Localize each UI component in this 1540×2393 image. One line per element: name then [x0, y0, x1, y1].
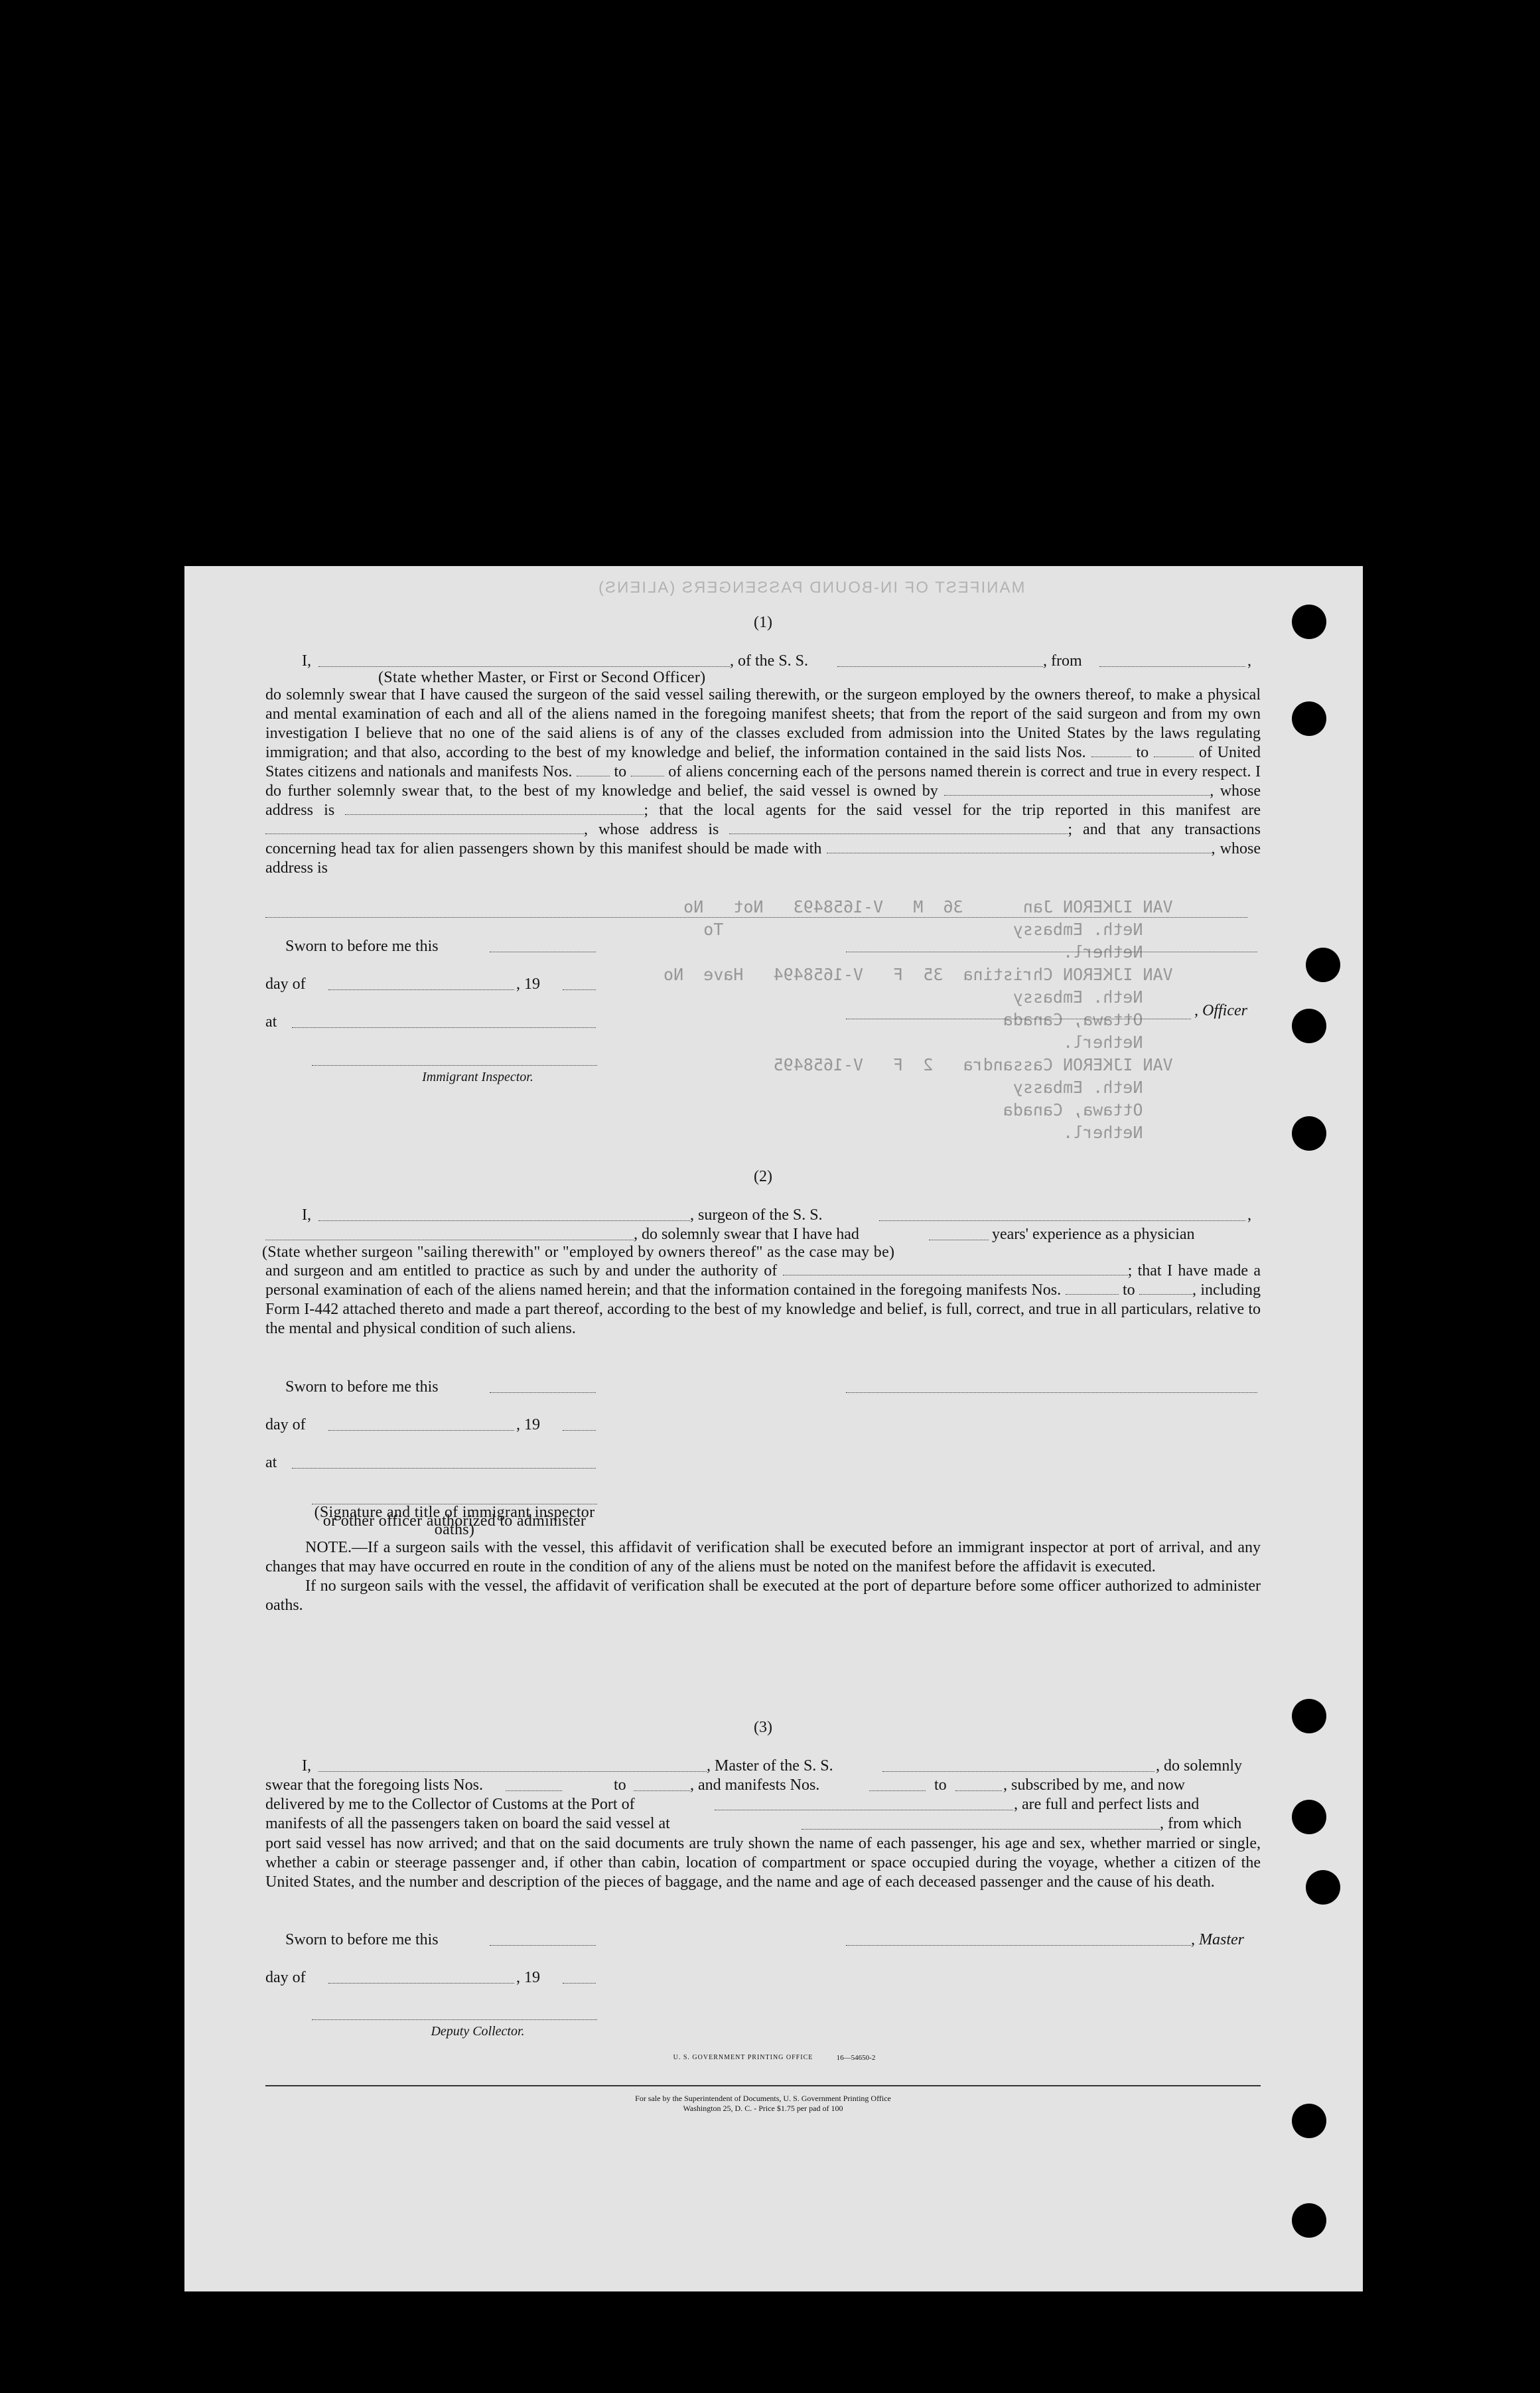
s1-headtax-party-field[interactable]: [827, 839, 1212, 853]
s3-embark-port-field[interactable]: [802, 1829, 1160, 1830]
s3-manifests-from-field[interactable]: [869, 1790, 926, 1791]
sale-notice-line-2: Washington 25, D. C. - Price $1.75 per pad of 100: [683, 2104, 843, 2113]
s1-from-label: , from: [1043, 652, 1082, 670]
s2-surgeon-name-field[interactable]: [318, 1220, 690, 1221]
s2-sworn-day-field[interactable]: [490, 1392, 596, 1393]
bleed-through-row: Netherl.: [1063, 1033, 1173, 1052]
s1-lists-from-field[interactable]: [1091, 743, 1131, 757]
s3-deputy-label: Deputy Collector.: [431, 2024, 525, 2039]
s3-swear-lists-label: swear that the foregoing lists Nos.: [265, 1777, 483, 1794]
punch-hole: [1292, 701, 1326, 736]
punch-hole: [1292, 1116, 1326, 1151]
s1-whose3-label: , whose address is: [265, 840, 1261, 877]
s3-body-paragraph: [265, 1834, 1261, 1892]
s1-of-ss-label: , of the S. S.: [730, 652, 809, 670]
s2-note-paragraph: [265, 1538, 1261, 1577]
s3-to-label: to: [614, 1777, 626, 1794]
s3-i-label: I,: [302, 1757, 311, 1775]
s1-headtax-address-field[interactable]: [265, 917, 1247, 918]
s1-agents-label: that the local agents for the said vessel for the trip reported in this manifest are: [659, 802, 1261, 819]
bleed-through-rows: [664, 896, 1173, 1144]
punch-hole: [1306, 1870, 1340, 1905]
section-1-heading: (1): [754, 614, 772, 631]
s2-authority-label: and surgeon and am entitled to practice as such by and under the authority of: [265, 1262, 778, 1279]
s2-sworn-label: Sworn to before me this: [285, 1378, 439, 1396]
s3-to-label-2: to: [934, 1777, 947, 1794]
s2-year-field[interactable]: [563, 1430, 596, 1431]
s1-manifests-to-field[interactable]: [631, 762, 664, 776]
s3-master-of-label: , Master of the S. S.: [707, 1757, 833, 1775]
s3-solemnly-label: , do solemnly: [1156, 1757, 1242, 1775]
s3-manifests-to-field[interactable]: [955, 1790, 1002, 1791]
s3-sworn-day-field[interactable]: [490, 1945, 596, 1946]
bleed-through-row: VAN IJKERON Jan 36 M V-1658493 Not No: [683, 897, 1173, 916]
s2-oath-paragraph: [265, 1262, 1261, 1339]
s1-lists-to-field[interactable]: [1154, 743, 1194, 757]
s1-i-label: I,: [302, 652, 311, 670]
s3-vessel-name-field[interactable]: [882, 1771, 1155, 1772]
s2-note2-paragraph: [265, 1577, 1261, 1615]
bleed-through-row: Neth. Embassy To: [703, 920, 1173, 939]
s2-note-text: —If a surgeon sails with the vessel, this affidavit of verification shall be executed before an immigrant inspector at port of arrival, and any changes that may have occurred en route in the condition of any of the aliens must be noted on the manifest before the affidavit is executed.: [265, 1539, 1261, 1575]
punch-hole: [1292, 2104, 1326, 2138]
s1-officer-label: , Officer: [1194, 1002, 1247, 1019]
s3-lists-to-field[interactable]: [634, 1790, 690, 1791]
s3-master-label: , Master: [1191, 1931, 1244, 1948]
s1-place-field[interactable]: [292, 1027, 596, 1028]
s2-i-label: I,: [302, 1206, 311, 1224]
s1-year-field[interactable]: [563, 989, 596, 990]
s3-lists-from-field[interactable]: [506, 1790, 562, 1791]
bleed-through-row: Neth. Embassy: [1013, 1078, 1173, 1097]
s2-dayof-label: day of: [265, 1416, 306, 1433]
sale-notice-line-1: For sale by the Superintendent of Documents, U. S. Government Printing Office: [635, 2094, 891, 2103]
s1-to-label-2: to: [614, 763, 627, 780]
s3-subscribed-label: , subscribed by me, and now: [1003, 1777, 1185, 1794]
s2-to-label: to: [1122, 1281, 1135, 1299]
s1-at-label: at: [265, 1013, 277, 1031]
s2-body-text: that I have made a personal examination of each of the aliens named herein; and that the information contained in the foregoing manifests Nos.: [265, 1262, 1261, 1299]
s2-manifests-to-field[interactable]: [1139, 1281, 1192, 1295]
punch-hole: [1306, 948, 1340, 982]
bleed-through-row: Netherl.: [1063, 942, 1173, 962]
s1-headtax-text: ; and that any transactions concerning head tax for alien: [265, 821, 1261, 857]
s1-passengers-label: passengers shown by this manifest should be made with: [458, 840, 822, 857]
s2-body2-text: , including Form I-442 attached thereto and made a part thereof, according to the best of my knowledge and belief, is full, correct, and true in all particulars, relative to the mental and physical condition of such aliens.: [265, 1281, 1261, 1337]
s3-full-label: , are full and perfect lists and: [1014, 1796, 1200, 1813]
s2-semicolon: ;: [1127, 1262, 1133, 1279]
s1-officer-caption: (State whether Master, or First or Second Officer): [378, 669, 706, 686]
bleed-through-row: Ottawa, Canada: [1003, 1010, 1173, 1029]
punch-hole: [1292, 1009, 1326, 1043]
section-3-heading: (3): [754, 1719, 772, 1736]
s3-year-field[interactable]: [563, 1983, 596, 1984]
s1-owner-field[interactable]: [944, 782, 1210, 796]
punch-hole: [1292, 1699, 1326, 1733]
s1-semicolon: ;: [644, 802, 649, 819]
s1-owned-label: the said vessel is owned by: [753, 782, 938, 800]
s3-delivered-label: delivered by me to the Collector of Customs at the Port of: [265, 1796, 635, 1813]
s2-swear-label: , do solemnly swear that I have had: [634, 1226, 859, 1243]
s2-signature-caption: (Signature and title of immigrant inspector or other officer authorized to administer oaths): [314, 1504, 595, 1538]
s2-authority-field[interactable]: [783, 1262, 1128, 1275]
s1-owner-address-field[interactable]: [345, 801, 644, 815]
bleed-through-row: VAN IJKERON Christina 35 F V-1658494 Have No: [664, 965, 1173, 984]
s1-from-port-field[interactable]: [1099, 666, 1245, 667]
s2-vessel-name-field[interactable]: [879, 1220, 1245, 1221]
s1-oath-paragraph: [265, 686, 1261, 878]
s1-to-label: to: [1136, 744, 1149, 761]
s1-month-field[interactable]: [328, 989, 514, 990]
s2-note-label: NOTE.: [305, 1539, 352, 1556]
gpo-imprint: U. S. GOVERNMENT PRINTING OFFICE: [673, 2054, 813, 2061]
bleed-through-row: Netherl.: [1063, 1123, 1173, 1142]
s1-sworn-label: Sworn to before me this: [285, 938, 439, 955]
section-2-heading: (2): [754, 1168, 772, 1185]
s1-whose2-label: whose address is: [598, 821, 719, 838]
s1-citizens-text: of United States citizens and nationals and manifests Nos.: [265, 744, 1261, 780]
s2-years-label: years' experience as a physician: [992, 1226, 1195, 1243]
s1-oath-text: do solemnly swear that I have caused the surgeon of the said vessel sailing therewith, or the surgeon employed by the owners thereof, to make a physical and mental examination of each and all of the aliens named in the foregoing manifest sheets; that from the report of the said surgeon and from my own investigation I believe that no one of the said aliens is of any of the classes excluded from admission into the United States by the laws regulating immigration; and that also, according to the best of my knowledge and belief, the information contained in the said lists Nos.: [265, 686, 1261, 761]
s1-comma-2: ,: [584, 821, 588, 838]
s1-year-label: , 19: [516, 976, 540, 993]
s2-at-label: at: [265, 1454, 277, 1471]
s1-vessel-name-field[interactable]: [837, 666, 1043, 667]
s3-dayof-label: day of: [265, 1969, 306, 1986]
punch-hole: [1292, 1800, 1326, 1834]
s2-surgeon-signature-field[interactable]: [846, 1392, 1257, 1393]
s3-master-signature-field[interactable]: [846, 1945, 1191, 1946]
s1-inspector-signature-field[interactable]: [312, 1065, 597, 1066]
s1-aliens-text: of aliens concerning each of the persons named therein is correct and true in every respect. I do further solemnly swear that, to the best of my knowledge and belief,: [265, 763, 1261, 800]
footer-rule: [265, 2085, 1261, 2086]
s2-manifests-from-field[interactable]: [1066, 1281, 1119, 1295]
s2-comma: ,: [1247, 1206, 1251, 1224]
punch-hole: [1292, 2203, 1326, 2238]
bleed-through-row: Ottawa, Canada: [1003, 1100, 1173, 1120]
s3-year-label: , 19: [516, 1969, 540, 1986]
s1-inspector-label: Immigrant Inspector.: [422, 1070, 533, 1084]
bleed-through-heading: MANIFEST OF IN-BOUND PASSENGERS (ALIENS): [597, 579, 1025, 597]
s3-body-text: port said vessel has now arrived; and that on the said documents are truly shown the name of each passenger, his age and sex, whether married or single, whether a cabin or steerage passenger and, if other than cabin, location of compartment or space occupied during the voyage, whether a citizen of the United States, and the number and description of the pieces of baggage, and the name and age of each deceased passenger and the cause of his death.: [265, 1835, 1261, 1891]
s2-surgeon-of-label: , surgeon of the S. S.: [690, 1206, 823, 1224]
s2-status-caption: (State whether surgeon "sailing therewith" or "employed by owners thereof" as the case may be): [262, 1244, 895, 1261]
s1-officer-name-field[interactable]: [318, 666, 730, 667]
bleed-through-row: Neth. Embassy: [1013, 987, 1173, 1007]
form-number: 16—54650-2: [836, 2054, 876, 2062]
s1-dayof-label: day of: [265, 976, 306, 993]
s3-from-which-label: , from which: [1160, 1815, 1242, 1832]
s1-agents-field[interactable]: [265, 820, 584, 834]
punch-hole: [1292, 605, 1326, 639]
s2-note2-text: If no surgeon sails with the vessel, the affidavit of verification shall be executed at the port of departure before some officer authorized to administer oaths.: [265, 1577, 1261, 1614]
s3-month-field[interactable]: [328, 1983, 514, 1984]
s3-manifests-all-label: manifests of all the passengers taken on board the said vessel at: [265, 1815, 670, 1832]
s3-sworn-label: Sworn to before me this: [285, 1931, 439, 1948]
s1-agents-address-field[interactable]: [729, 820, 1068, 834]
s3-master-name-field[interactable]: [318, 1771, 707, 1772]
bleed-through-row: VAN IJKERON Cassandra 2 F V-1658495: [773, 1055, 1173, 1074]
s3-collector-signature-field[interactable]: [312, 2019, 597, 2020]
s2-year-label: , 19: [516, 1416, 540, 1433]
s3-and-manifests-label: , and manifests Nos.: [690, 1777, 820, 1794]
s1-whose-label: , whose address is: [265, 782, 1261, 819]
s2-place-field[interactable]: [292, 1468, 596, 1469]
s2-month-field[interactable]: [328, 1430, 514, 1431]
s1-manifests-from-field[interactable]: [577, 762, 610, 776]
s1-comma: ,: [1247, 652, 1251, 670]
